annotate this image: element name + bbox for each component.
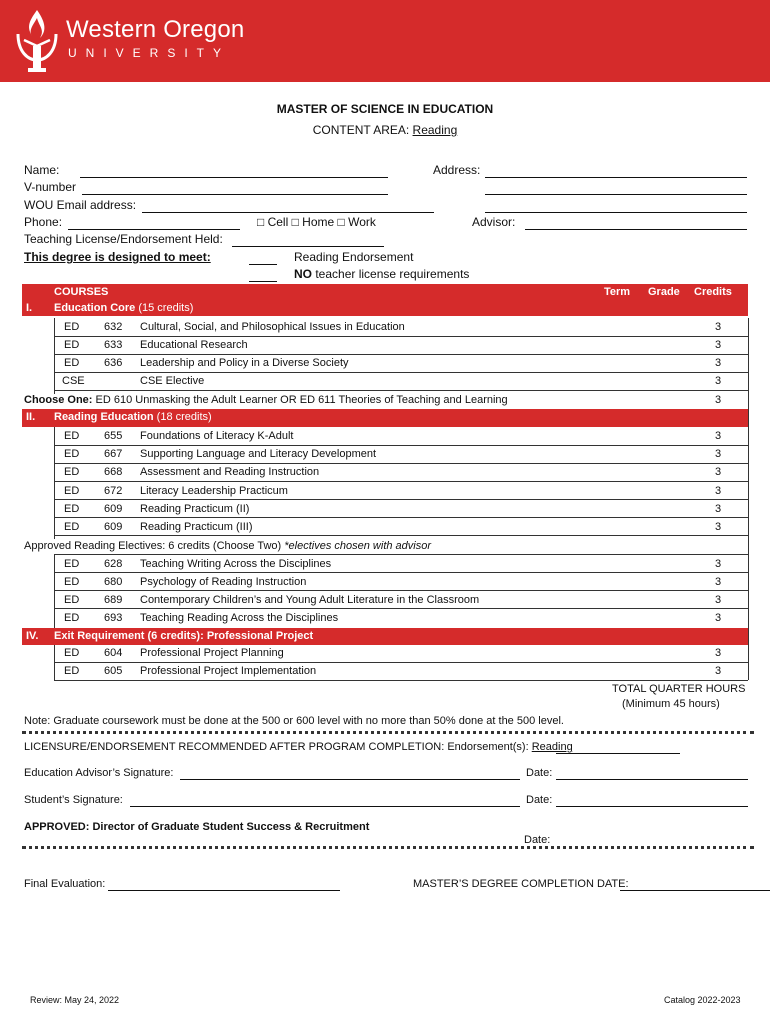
completion-date-label: MASTER’S DEGREE COMPLETION DATE: [413, 878, 629, 890]
course-dept: ED [64, 321, 80, 333]
table-border-left [54, 554, 55, 628]
course-name: Educational Research [140, 339, 248, 351]
electives-line [24, 540, 431, 552]
phone-label: Phone: [24, 215, 63, 229]
content-area [0, 123, 770, 137]
table-row-divider [54, 590, 748, 591]
grade-header: Grade [648, 286, 680, 298]
course-number: 636 [104, 357, 123, 369]
course-name: Cultural, Social, and Philosophical Issues in Education [140, 321, 405, 333]
table-row-divider [54, 390, 748, 391]
course-number: 632 [104, 321, 123, 333]
section4-title: Exit Requirement (6 credits): Professional Project [54, 630, 314, 642]
electives-note: *electives chosen with advisor [284, 540, 432, 552]
name-field[interactable] [80, 177, 388, 178]
course-credits: 3 [715, 448, 722, 460]
torch-logo-icon [12, 6, 62, 76]
advisor-date-field[interactable] [556, 779, 748, 780]
course-number: 680 [104, 576, 123, 588]
course-dept: ED [64, 430, 80, 442]
course-name: Foundations of Literacy K-Adult [140, 430, 294, 442]
email-label: WOU Email address: [24, 198, 137, 212]
course-credits: 3 [715, 647, 722, 659]
student-signature-field[interactable] [130, 806, 520, 807]
course-credits: 3 [715, 485, 722, 497]
table-row-divider [54, 499, 748, 500]
course-dept: ED [64, 503, 80, 515]
minimum-hours: (Minimum 45 hours) [622, 698, 720, 710]
section2-roman: II. [26, 411, 36, 423]
table-row-divider [54, 517, 748, 518]
address-field[interactable] [485, 177, 747, 178]
student-date-field[interactable] [556, 806, 748, 807]
course-number: 672 [104, 485, 123, 497]
section1-roman: I. [26, 302, 33, 314]
course-dept: ED [64, 521, 80, 533]
university-name: Western Oregon [66, 16, 245, 43]
course-credits: 3 [715, 430, 722, 442]
table-border-left [54, 645, 55, 680]
credits-header: Credits [694, 286, 732, 298]
section2-header-bar [22, 409, 748, 427]
choose-one-text: ED 610 Unmasking the Adult Learner OR ED 611 Theories of Teaching and Learning [92, 394, 508, 406]
table-border-left [54, 318, 55, 394]
courses-header: COURSES [54, 286, 109, 298]
table-row-divider [54, 608, 748, 609]
table-border-left [54, 427, 55, 539]
advisor-label: Advisor: [472, 215, 516, 229]
table-row-divider [54, 680, 748, 681]
address-label: Address: [433, 163, 481, 177]
advisor-signature-field[interactable] [180, 779, 520, 780]
student-date-label: Date: [526, 794, 553, 806]
course-name: CSE Elective [140, 375, 205, 387]
content-area-label: CONTENT AREA: [312, 123, 413, 137]
course-name: Literacy Leadership Practicum [140, 485, 288, 497]
course-name: Teaching Writing Across the Disciplines [140, 558, 332, 570]
option1-label: Reading Endorsement [294, 250, 414, 264]
table-row-divider [54, 445, 748, 446]
option2-checkbox[interactable] [249, 281, 277, 282]
table-row-divider [54, 662, 748, 663]
section1-credits: (15 credits) [135, 302, 194, 314]
content-area-value: Reading [412, 123, 458, 137]
section1-heading [54, 302, 193, 314]
course-number: 609 [104, 521, 123, 533]
university-subtitle: UNIVERSITY [68, 46, 231, 60]
section1-title: Education Core [54, 302, 136, 314]
section4-header-bar [22, 628, 748, 645]
course-number: 668 [104, 466, 123, 478]
graduate-note: Note: Graduate coursework must be done at the 500 or 600 level with no more than 50% done at the 500 level. [24, 715, 564, 727]
course-name: Leadership and Policy in a Diverse Society [140, 357, 349, 369]
course-dept: ED [64, 357, 80, 369]
course-name: Professional Project Planning [140, 647, 284, 659]
course-name: Reading Practicum (II) [140, 503, 250, 515]
advisor-field[interactable] [525, 229, 747, 230]
course-number: 633 [104, 339, 123, 351]
phone-field[interactable] [68, 229, 240, 230]
course-dept: ED [64, 647, 80, 659]
course-dept: ED [64, 594, 80, 606]
course-number: 628 [104, 558, 123, 570]
course-number: 693 [104, 612, 123, 624]
course-credits: 3 [715, 612, 722, 624]
course-credits: 3 [715, 594, 722, 606]
degree-designed-label: This degree is designed to meet: [24, 250, 211, 264]
course-credits: 3 [715, 665, 722, 677]
advisor-signature-label: Education Advisor’s Signature: [24, 767, 174, 779]
electives-text: Approved Reading Electives: 6 credits (Choose Two) [24, 540, 285, 552]
section4-roman: IV. [26, 630, 39, 642]
advisor-date-label: Date: [526, 767, 553, 779]
table-row-divider [54, 336, 748, 337]
table-row-divider [54, 372, 748, 373]
table-border-right [748, 318, 749, 680]
catalog-year: Catalog 2022-2023 [664, 995, 741, 1005]
course-dept: ED [64, 665, 80, 677]
course-credits: 3 [715, 339, 722, 351]
teaching-license-field[interactable] [232, 246, 384, 247]
table-row-divider [54, 554, 748, 555]
section2-title: Reading Education [54, 411, 154, 423]
course-name: Contemporary Children’s and Young Adult Literature in the Classroom [140, 594, 480, 606]
courses-header-bar [22, 284, 748, 316]
course-dept: ED [64, 485, 80, 497]
vnumber-field[interactable] [82, 194, 388, 195]
course-credits: 3 [715, 321, 722, 333]
licensure-value: Reading [531, 741, 573, 753]
approved-label: APPROVED: Director of Graduate Student Success & Recruitment [24, 821, 370, 833]
licensure-line [24, 741, 573, 753]
course-dept: ED [64, 339, 80, 351]
table-row-divider [54, 354, 748, 355]
dotted-divider [22, 731, 754, 734]
option1-checkbox[interactable] [249, 264, 277, 265]
choose-one-credits: 3 [715, 394, 722, 406]
name-label: Name: [24, 163, 60, 177]
course-credits: 3 [715, 576, 722, 588]
address-field-line2[interactable] [485, 194, 747, 195]
section2-heading [54, 411, 212, 423]
course-number: 689 [104, 594, 123, 606]
course-credits: 3 [715, 466, 722, 478]
course-number: 667 [104, 448, 123, 460]
course-number: 609 [104, 503, 123, 515]
review-date: Review: May 24, 2022 [30, 995, 120, 1005]
dotted-divider [22, 846, 754, 849]
final-evaluation-label: Final Evaluation: [24, 878, 106, 890]
total-quarter-hours: TOTAL QUARTER HOURS [612, 683, 746, 695]
course-name: Teaching Reading Across the Disciplines [140, 612, 339, 624]
final-evaluation-field[interactable] [108, 890, 340, 891]
option2-bold: NO [294, 267, 312, 281]
course-name: Professional Project Implementation [140, 665, 317, 677]
course-dept: CSE [62, 375, 85, 387]
course-dept: ED [64, 576, 80, 588]
course-dept: ED [64, 558, 80, 570]
course-credits: 3 [715, 558, 722, 570]
course-credits: 3 [715, 521, 722, 533]
course-name: Supporting Language and Literacy Development [140, 448, 377, 460]
table-row-divider [54, 535, 748, 536]
approved-date-label: Date: [524, 834, 551, 846]
licensure-label: LICENSURE/ENDORSEMENT RECOMMENDED AFTER PROGRAM COMPLETION: Endorsement(s): [24, 741, 532, 753]
course-number: 605 [104, 665, 123, 677]
table-row-divider [54, 481, 748, 482]
term-header: Term [604, 286, 631, 298]
address-field-line3[interactable] [485, 212, 747, 213]
course-dept: ED [64, 448, 80, 460]
phone-type-options[interactable]: □ Cell □ Home □ Work [257, 215, 376, 229]
completion-date-field[interactable] [620, 890, 770, 891]
option2-rest: teacher license requirements [312, 267, 470, 281]
option2-label [294, 267, 469, 281]
section2-credits: (18 credits) [153, 411, 212, 423]
choose-one-line [24, 394, 508, 406]
choose-one-label: Choose One: [24, 394, 93, 406]
course-credits: 3 [715, 375, 722, 387]
table-row-divider [54, 463, 748, 464]
teaching-license-label: Teaching License/Endorsement Held: [24, 232, 223, 246]
email-field[interactable] [142, 212, 434, 213]
university-header [0, 0, 770, 82]
course-dept: ED [64, 612, 80, 624]
course-name: Psychology of Reading Instruction [140, 576, 307, 588]
licensure-field[interactable] [556, 753, 680, 754]
course-dept: ED [64, 466, 80, 478]
course-credits: 3 [715, 503, 722, 515]
table-row-divider [54, 572, 748, 573]
student-signature-label: Student’s Signature: [24, 794, 123, 806]
course-number: 655 [104, 430, 123, 442]
course-number: 604 [104, 647, 123, 659]
course-credits: 3 [715, 357, 722, 369]
course-name: Reading Practicum (III) [140, 521, 253, 533]
course-name: Assessment and Reading Instruction [140, 466, 320, 478]
document-title: MASTER OF SCIENCE IN EDUCATION [276, 102, 494, 116]
vnumber-label: V-number [24, 180, 77, 194]
